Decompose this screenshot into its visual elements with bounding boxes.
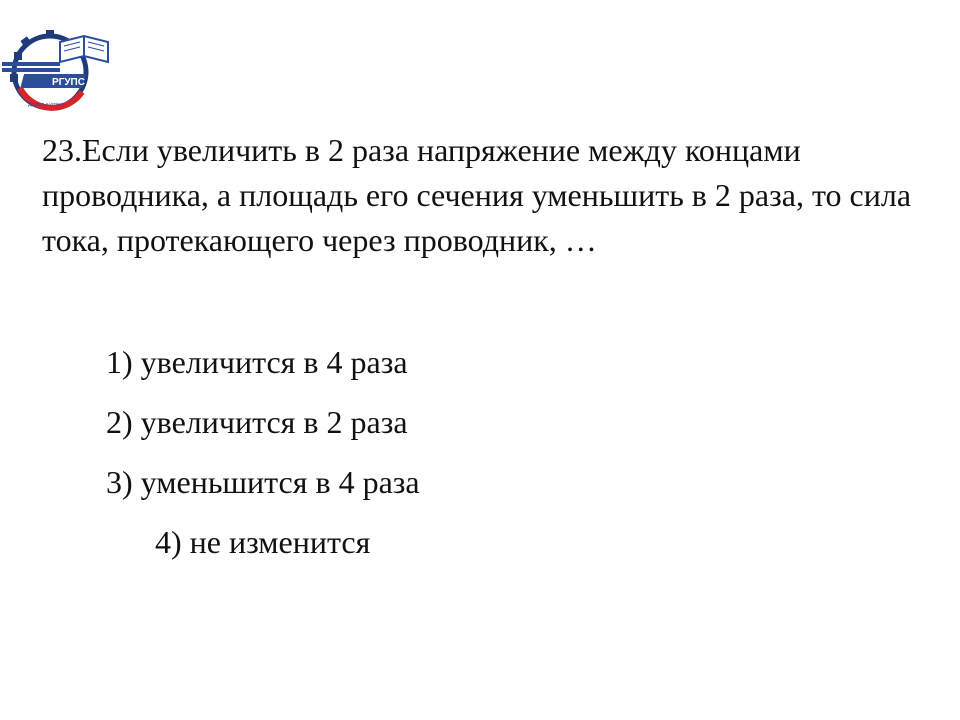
logo-emblem-icon	[0, 22, 112, 112]
answer-option-2: 2) увеличится в 2 раза	[106, 404, 408, 440]
answer-option-1: 1) увеличится в 4 раза	[106, 344, 408, 380]
question-text: 23.Если увеличить в 2 раза напряжение между концами проводника, а площадь его сечения уменьшить в 2 раза, то сила тока, протекающего через проводник, …	[42, 132, 912, 258]
university-logo	[0, 22, 112, 112]
logo-motto: Дорога к успеху	[28, 102, 65, 108]
logo-abbr: РГУПС	[52, 77, 85, 88]
answer-option-3: 3) уменьшится в 4 раза	[106, 464, 420, 500]
answer-option-4: 4) не изменится	[155, 524, 371, 560]
